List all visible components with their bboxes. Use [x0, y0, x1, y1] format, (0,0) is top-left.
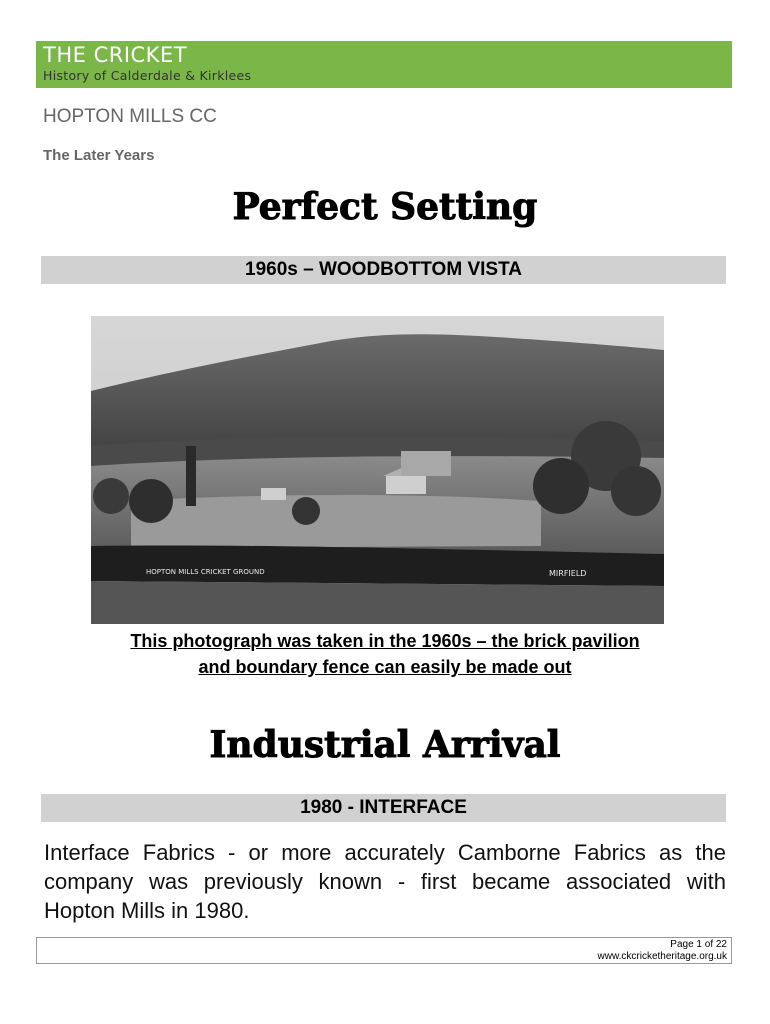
caption-line-2: and boundary fence can easily be made out — [198, 657, 572, 677]
club-name: HOPTON MILLS CC — [43, 106, 217, 127]
header-banner — [36, 41, 732, 88]
photo-caption — [40, 628, 730, 680]
photo-label-left: HOPTON MILLS CRICKET GROUND — [146, 568, 265, 576]
historic-ground-photo — [91, 316, 664, 624]
body-paragraph: Interface Fabrics - or more accurately Camborne Fabrics as the company was previously known - first became associated with Hopton Mills in 1980. — [44, 840, 726, 923]
caption-line-1: This photograph was taken in the 1960s – the brick pavilion — [130, 631, 640, 651]
page-number: Page 1 of 22 — [670, 939, 727, 950]
banner-title: THE CRICKET — [43, 43, 188, 67]
section-subheading-interface: 1980 - INTERFACE — [41, 794, 726, 822]
banner-subtitle: History of Calderdale & Kirklees — [43, 68, 252, 83]
photo-label-right: MIRFIELD — [549, 569, 587, 578]
section-heading-perfect-setting: Perfect Setting — [232, 186, 538, 228]
page-footer — [36, 937, 732, 964]
site-url: www.ckcricketheritage.org.uk — [597, 951, 727, 962]
section-subheading-vista: 1960s – WOODBOTTOM VISTA — [41, 256, 726, 284]
section-heading-industrial-arrival: Industrial Arrival — [209, 724, 561, 766]
era-label: The Later Years — [43, 147, 155, 164]
